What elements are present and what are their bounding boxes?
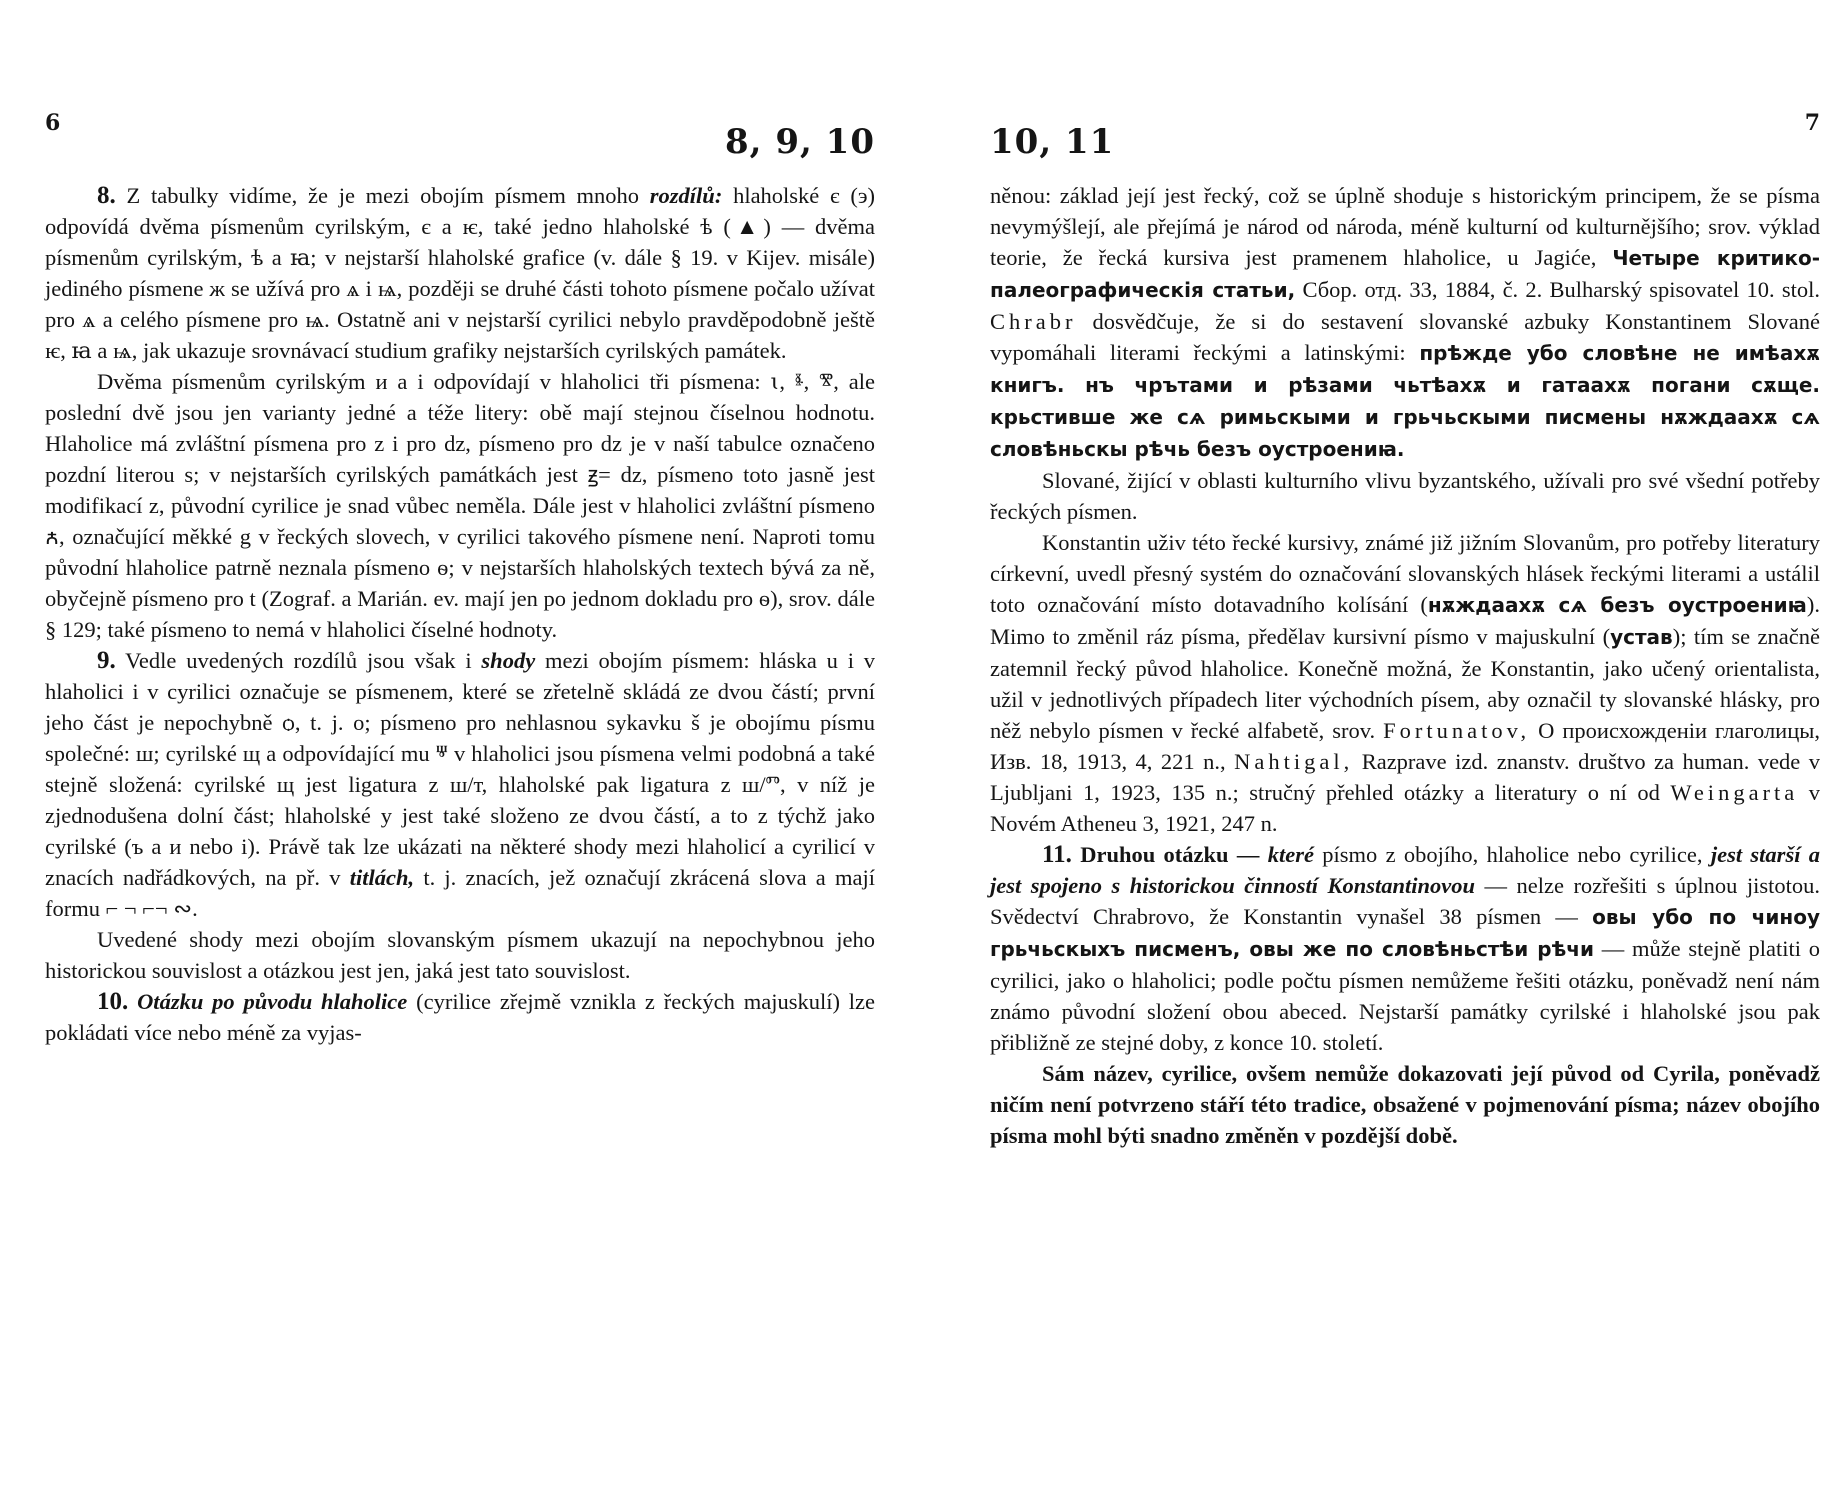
text-run: Slované, žijící v oblasti kulturního vlivu byzantského, užívali pro své všední potřeby řeckých písmen.: [990, 468, 1820, 524]
spaced-name: Weingarta: [1670, 780, 1799, 805]
text-run: Uvedené shody mezi obojím slovanským písmem ukazují na nepochybnou jeho historickou souvislost a otázkou jest jen, jaká jest tato souvislost.: [45, 927, 875, 983]
cyrillic-quote: Четыре критико-палеографическія статьи,: [990, 246, 1821, 302]
cyrillic-quote: прѣжде убо словѣне не имѣахѫ книгъ. нъ чрътами и рѣзами чьтѣахѫ и гатаахѫ погани сѫще. крьстивше же сѧ римьскыми и грьчьскыми писмены нѫждаахѫ сѧ словѣньскы рѣчь безъ оустроениꙗ.: [990, 341, 1821, 461]
text-run: ); tím se značně zatemnil řecký původ hlaholice. Konečně možná, že Konstantin, jako učený orientalista, užil v jednotlivých případech liter východních písem, aby označil ty slovanské hlásky, pro něž nebylo písmen v řecké alfabetě, srov.: [990, 624, 1820, 743]
emphasis: jest starší a jest spojeno s historickou činností Konstantinovou: [990, 842, 1821, 898]
text-run: (cyrilice zřejmě vznikla z řeckých majuskulí) lze pokládati více nebo méně za vyjas-: [45, 989, 875, 1045]
text-run: hlaholské є (э) odpovídá dvěma písmenům cyrilským, є a ѥ, také jedno hlaholské ѣ (▲) — dvěma písmenům cyrilským, ѣ a ꙗ; v nejstarší hlaholské grafice (v. dále § 19. v Kijev. misále) jediného písmene ж se užívá pro ѧ i ѩ, později se druhé části tohoto písmene počalo užívat pro ѧ a celého písmene pro ѩ. Ostatně ani v nejstarší cyrilici nebylo pravděpodobně ještě ѥ, ꙗ a ѩ, jak ukazuje srovnávací studium grafiky nejstarších cyrilských památek.: [45, 183, 876, 363]
section-number: 9.: [97, 647, 116, 674]
right-page: [990, 100, 1820, 1151]
spaced-name: Nahtigal,: [1234, 749, 1354, 774]
paragraph-8b: [45, 366, 875, 645]
text-run: Z tabulky vidíme, že je mezi obojím písmem mnoho: [126, 183, 640, 208]
section-header: 8, 9, 10: [725, 122, 875, 162]
left-body-text: [45, 180, 875, 1048]
cyrillic-quote: овы убо по чиноу грьчьскыхъ писменъ, овы же по словѣньстѣи рѣчи: [990, 905, 1821, 961]
emphasis: titlách,: [349, 865, 415, 890]
emphasis: které: [1267, 842, 1314, 867]
section-number: 8.: [97, 182, 116, 209]
cyrillic-quote: нѫждаахѫ сѧ безъ оустроениꙗ: [1427, 593, 1807, 617]
text-run: písmo z obojího, hlaholice nebo cyrilice,: [1322, 842, 1703, 867]
text-run: Vedle uvedených rozdílů jsou však i: [125, 648, 472, 673]
text-run: něnou: základ její jest řecký, což se úplně shoduje s historickým principem, že se písma nevymýšlejí, ale přejímá je národ od národa, méně kulturní od kulturnějšího; srov. výklad teorie, že řecká kursiva jest pramenem hlaholice, u Jagiće,: [990, 183, 1820, 270]
paragraph-8: [45, 180, 875, 366]
cyrillic-quote: устав: [1610, 625, 1673, 649]
emphasis: rozdílů:: [649, 183, 723, 208]
text-run: Сбор. отд. 33, 1884, č. 2. Bulharský spisovatel 10. stol.: [1302, 277, 1820, 302]
text-run: Konstantin uživ této řecké kursivy, známé již jižním Slovanům, pro potřeby literatury církevní, uvedl přesný systém do označování slovanských hlásek řeckými literami a ustálil toto označování místo dotavadního kolísání (: [990, 530, 1820, 617]
text-run: Druhou otázku —: [1080, 842, 1260, 867]
text-run: — nelze rozřešiti s úplnou jistotou. Svědectví Chrabrovo, že Konstantin vynašel 38 písmen —: [990, 873, 1820, 929]
page-number: 6: [45, 110, 61, 136]
emphasis: Otázku po původu hlaholice: [137, 989, 408, 1014]
paragraph-r5: [990, 1058, 1820, 1151]
text-run: mezi obojím písmem: hláska u i v hlaholici i v cyrilici označuje se písmenem, které se zřetelně skládá ze dvou částí; první jeho část je nepochybně ѻ, t. j. o; písmeno pro nehlasnou sykavku š je obojímu písmu společné: ш; cyrilské щ a odpovídající mu ⱋ v hlaholici jsou písmena velmi podobná a také stejně složená: cyrilské щ jest ligatura z ш/т, hlaholské pak ligatura z ш/ⱅ, v níž je zjednodušena dolní část; hlaholské y jest také složeno ze dvou částí, a to z týchž jako cyrilské (ъ a и nebo і). Právě tak lze ukázati na některé shody mezi hlaholicí a cyrilicí v znacích nadřádkových, na př. v: [45, 648, 876, 890]
paragraph-10: [45, 986, 875, 1048]
text-run: Sám název, cyrilice, ovšem nemůže dokazovati její původ od Cyrila, poněvadž ničím není potvrzeno stáří této tradice, obsažené v pojmenování písma; název obojího písma mohl býti snadno změněn v pozdější době.: [990, 1061, 1820, 1148]
text-run: v Novém Atheneu 3, 1921, 247 n.: [990, 780, 1821, 836]
paragraph-r3: [990, 527, 1820, 839]
paragraph-11: [990, 839, 1820, 1058]
paragraph-9b: [45, 924, 875, 986]
spaced-name: Fortunatov,: [1383, 718, 1531, 743]
paragraph-9: [45, 645, 875, 924]
text-run: О происхожденіи глаголицы, Изв. 18, 1913, 4, 221 n.,: [990, 718, 1821, 774]
text-run: Dvěma písmenům cyrilským и a і odpovídají v hlaholici tři písmena: ꙇ, ⱛ, ⰺ, ale poslední dvě jsou jen varianty jedné a téže litery: obě mají stejnou číselnou hodnotu. Hlaholice má zvláštní písmena pro z i pro dz, písmeno pro dz je v naší tabulce označeno pozdní literou ѕ; v nejstarších cyrilských památkách jest ꙃ= dz, písmeno toto jasně jest modifikací z, původní cyrilice je snad vůbec neměla. Dále jest v hlaholici zvláštní písmeno ꙉ, označující měkké g v řeckých slovech, v cyrilici takového písmene není. Naproti tomu původní hlaholice patrně neznala písmeno ѳ; v nejstarších hlaholských textech bývá za ně, obyčejně písmeno pro t (Zograf. a Marián. ev. mají jen po jednom dokladu pro ѳ), srov. dále § 129; také písmeno to nemá v hlaholici číselné hodnoty.: [45, 369, 875, 642]
left-running-head: [45, 100, 875, 160]
section-number: 11.: [1042, 841, 1072, 868]
spaced-name: Chrabr: [990, 309, 1077, 334]
paragraph-r2: [990, 465, 1820, 527]
text-run: — může stejně platiti o cyrilici, jako o hlaholici; podle počtu písmen nemůžeme řešiti otázku, poněvadž není nám známo původní složení obou abeced. Nejstarší památky cyrilské i hlaholské jsou pak přibližně ze stejné doby, z konce 10. století.: [990, 936, 1820, 1055]
section-header: 10, 11: [990, 122, 1115, 162]
right-running-head: [990, 100, 1820, 160]
section-number: 10.: [97, 988, 129, 1015]
paragraph-continued: [990, 180, 1820, 465]
page-number: 7: [1804, 110, 1820, 136]
left-page: [45, 100, 875, 1048]
text-run: Razprave izd. znanstv. društvo za human. vede v Ljubljani 1, 1923, 135 n.; stručný přehled otázky a literatury o ní od: [990, 749, 1821, 805]
emphasis: shody: [481, 648, 536, 673]
text-run: dosvědčuje, že si do sestavení slovanské azbuky Konstantinem Slované vypomáhali literami řeckými a latinskými:: [990, 309, 1820, 365]
right-body-text: [990, 180, 1820, 1151]
text-run: t. j. znacích, jež označují zkrácená slova a mají formu ⌐ ¬ ⌐¬ ∾.: [45, 865, 875, 921]
text-run: ). Mimo to změnil ráz písma, předělav kursivní písmo v majuskulní (: [990, 592, 1820, 649]
